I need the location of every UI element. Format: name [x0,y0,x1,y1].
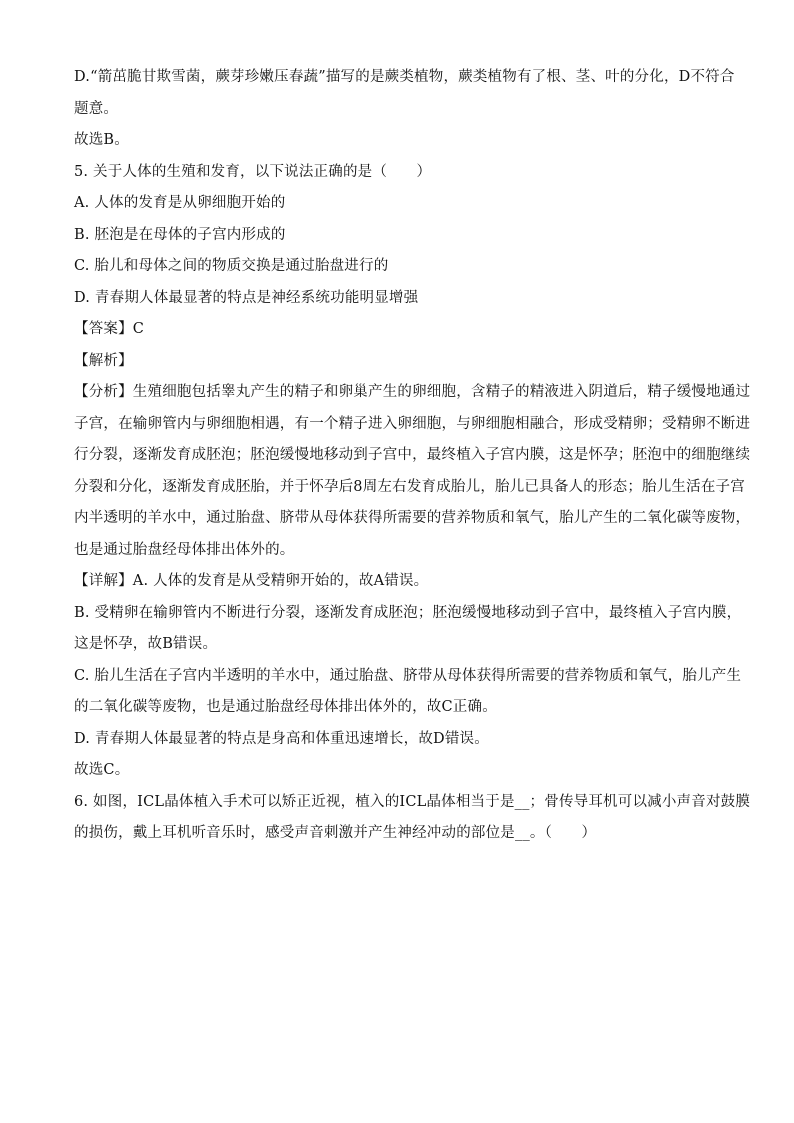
detail-text: D. 青春期人体最显著的特点是身高和体重迅速增长，故D错误。 [74,730,489,747]
question-6-stem: 6. 如图，ICL晶体植入手术可以矫正近视，植入的ICL晶体相当于是__；骨传导耳机可以减小声音对鼓膜 [74,793,751,810]
text-line: D.“箭茁脆甘欺雪菌，蕨芽珍嫩压春蔬”描写的是蕨类植物，蕨类植物有了根、茎、叶的分化，D不符合 [74,69,735,85]
analysis-text: 也是通过胎盘经母体排出体外的。 [74,541,295,558]
question-6-stem: 的损伤，戴上耳机听音乐时，感受声音刺激并产生神经冲动的部位是__。（ ） [74,825,597,841]
question-5-option-a: A. 人体的发育是从卵细胞开始的 [74,195,286,211]
analysis-text: 【分析】生殖细胞包括睾丸产生的精子和卵巢产生的卵细胞，含精子的精液进入阴道后，精子缓慢地通过 [74,384,751,400]
document-page [74,62,751,850]
detail-text: B. 受精卵在输卵管内不断进行分裂，逐渐发育成胚泡；胚泡缓慢地移动到子宫中，最终植入子宫内膜， [74,604,742,621]
detail-text: 的二氧化碳等废物，也是通过胎盘经母体排出体外的，故C正确。 [74,699,497,715]
analysis-text: 子宫，在输卵管内与卵细胞相遇，有一个精子进入卵细胞，与卵细胞相融合，形成受精卵；受精卵不断进 [74,415,751,432]
question-5-stem: 5. 关于人体的生殖和发育，以下说法正确的是（ ） [74,163,432,180]
answer-conclusion: 故选C。 [74,762,130,778]
analysis-text: 行分裂，逐渐发育成胚泡；胚泡缓慢地移动到子宫中，最终植入子宫内膜，这是怀孕；胚泡中的细胞继续 [74,447,751,463]
answer-conclusion: 故选B。 [74,132,129,148]
answer-label: 【答案】C [74,321,145,337]
question-5-option-d: D. 青春期人体最显著的特点是神经系统功能明显增强 [74,289,419,306]
question-5-option-c: C. 胎儿和母体之间的物质交换是通过胎盘进行的 [74,258,389,274]
detail-text: 这是怀孕，故B错误。 [74,636,218,652]
detail-text: C. 胎儿生活在子宫内半透明的羊水中，通过胎盘、脐带从母体获得所需要的营养物质和氧气，胎儿产生 [74,667,742,684]
text-line: 题意。 [74,100,119,117]
analysis-text: 内半透明的羊水中，通过胎盘、脐带从母体获得所需要的营养物质和氧气，胎儿产生的二氧化碳等废物， [74,510,751,526]
question-5-option-b: B. 胚泡是在母体的子宫内形成的 [74,226,286,243]
detail-text: 【详解】A. 人体的发育是从受精卵开始的，故A错误。 [74,573,429,589]
analysis-text: 分裂和分化，逐渐发育成胚胎，并于怀孕后8周左右发育成胎儿，胎儿已具备人的形态；胎儿生活在子宫 [74,478,745,495]
analysis-heading: 【解析】 [74,352,133,369]
